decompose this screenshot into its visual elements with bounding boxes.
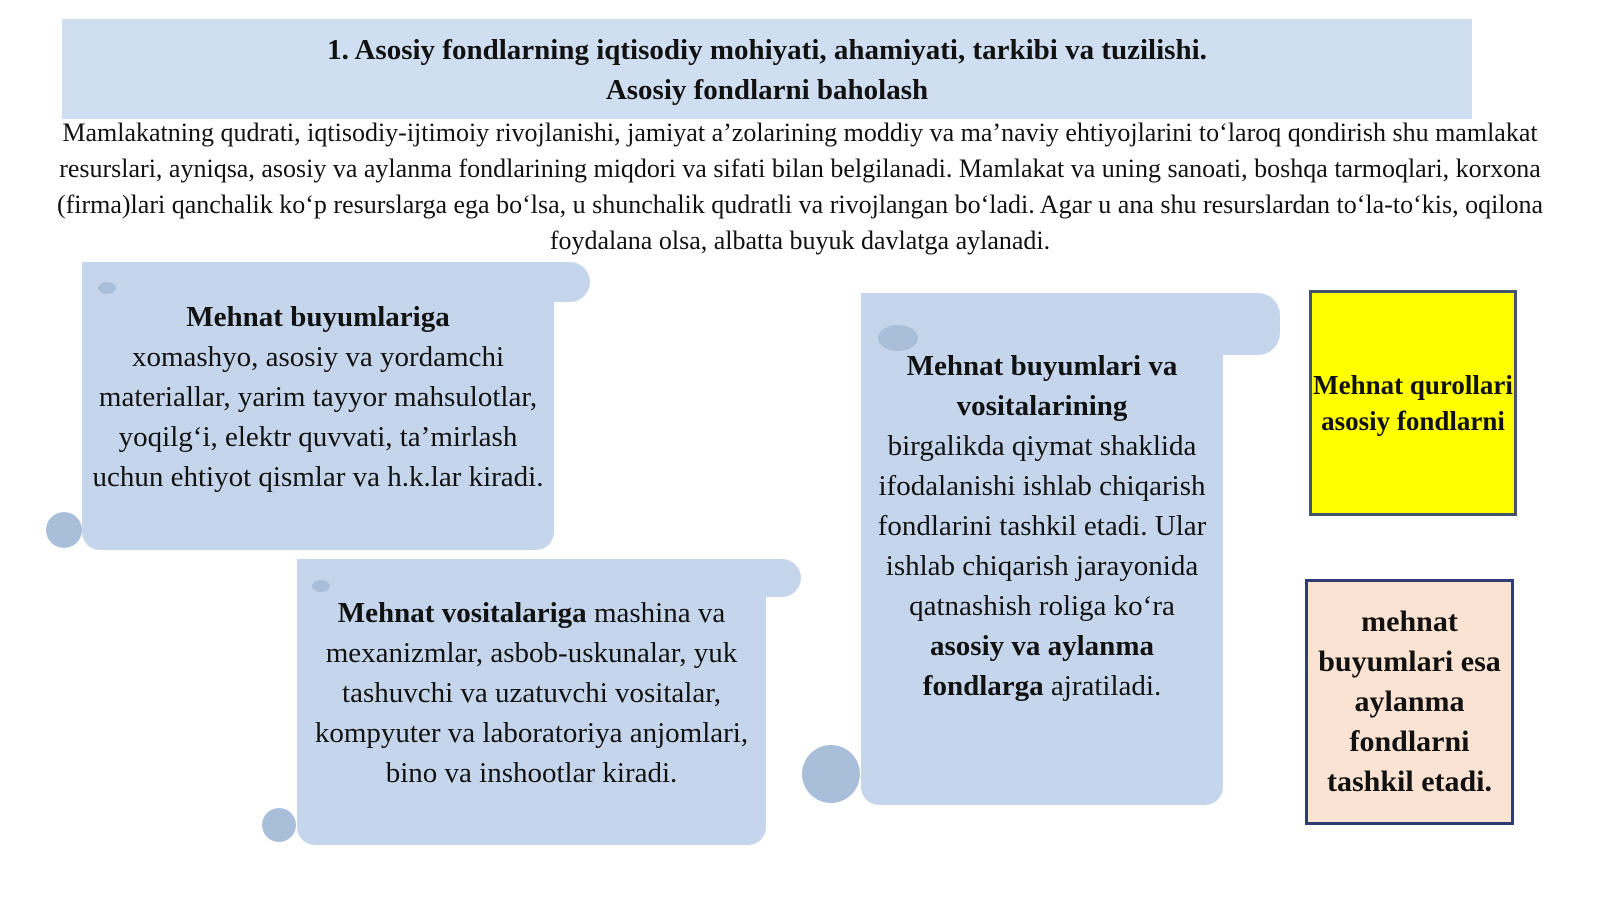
scroll-curl-icon bbox=[46, 512, 82, 548]
scroll-body-text-end: ajratiladi. bbox=[1043, 670, 1162, 702]
scroll-body-text: mashina va mexanizmlar, asbob-uskunalar, yuk tashuvchi va uzatuvchi vositalar, kompyuter va laboratoriya anjomlari, bino va inshootlar kiradi. bbox=[314, 597, 749, 789]
scroll-curl-icon bbox=[802, 745, 860, 803]
intro-paragraph: Mamlakatning qudrati, iqtisodiy-ijtimoiy rivojlanishi, jamiyat a’zolarining moddiy va ma’naviy ehtiyojlarini to‘laroq qondirish shu mamlakat resurslari, ayniqsa, asosiy va aylanma fondlarining miqdori va sifati bilan belgilanadi. Mamlakat va uning sanoati, boshqa tarmoqlari, korxona (firma)lari qanchalik ko‘p resurslarga ega bo‘lsa, u shunchalik qudratli va rivojlangan bo‘ladi. Agar u ana shu resurslardan to‘la-to‘kis, oqilona foydalana olsa, albatta buyuk davlatga aylanadi. bbox=[56, 118, 1544, 255]
scroll-text bbox=[871, 346, 1213, 706]
yellow-box-text: Mehnat qurollari asosiy fondlarni bbox=[1313, 370, 1513, 436]
yellow-box bbox=[1309, 290, 1517, 516]
peach-box-text: mehnat buyumlari esa aylanma fondlarni tashkil etadi. bbox=[1318, 605, 1501, 798]
scroll-curl-icon bbox=[312, 580, 330, 592]
scroll-heading: Mehnat buyumlariga bbox=[186, 301, 450, 333]
page-title bbox=[62, 30, 1472, 110]
scroll-text bbox=[310, 593, 753, 793]
scroll-curl-icon bbox=[262, 808, 296, 842]
scroll-heading: Mehnat vositalariga bbox=[337, 597, 587, 629]
scroll-body-text: birgalikda qiymat shaklida ifodalanishi ishlab chiqarish fondlarini tashkil etadi. Ular ishlab chiqarish jarayonida qatnashish roliga ko‘ra bbox=[877, 430, 1207, 622]
title-line-2: Asosiy fondlarni baholash bbox=[605, 74, 929, 106]
scroll-body-text: xomashyo, asosiy va yordamchi materiallar, yarim tayyor mahsulotlar, yoqilg‘i, elektr quvvati, ta’mirlash uchun ehtiyot qismlar va h.k.lar kiradi. bbox=[92, 341, 544, 493]
peach-box bbox=[1305, 579, 1514, 825]
scroll-text bbox=[82, 297, 554, 497]
title-line-1: 1. Asosiy fondlarning iqtisodiy mohiyati, ahamiyati, tarkibi va tuzilishi. bbox=[327, 34, 1207, 66]
scroll-curl-icon bbox=[98, 282, 116, 294]
scroll-bold-text: asosiy va aylanma fondlarga bbox=[922, 630, 1154, 702]
scroll-heading: Mehnat buyumlari va vositalarining bbox=[906, 350, 1178, 422]
